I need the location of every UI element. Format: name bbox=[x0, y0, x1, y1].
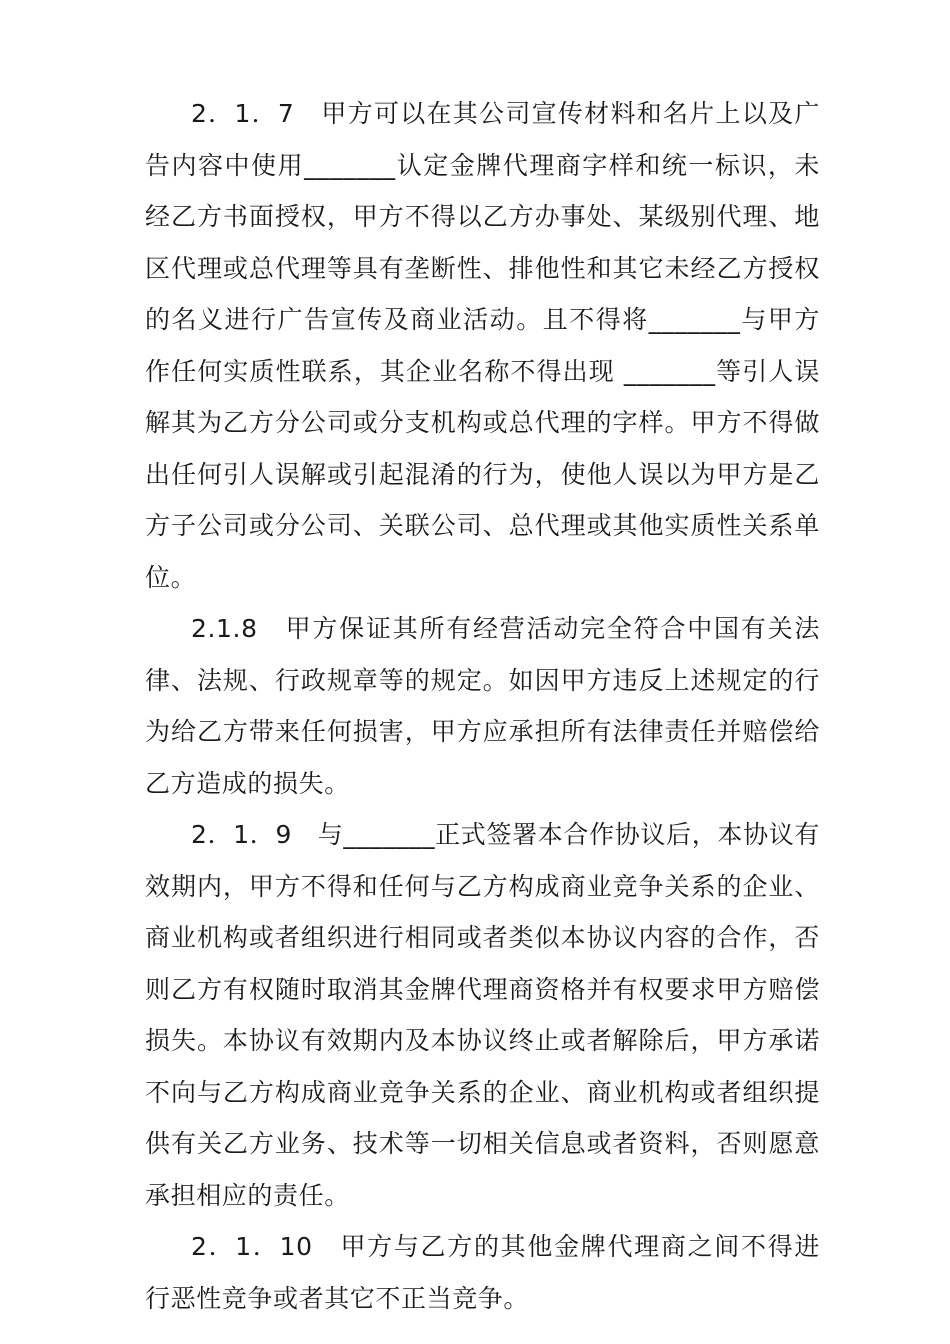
clause-2-1-7: 2．1．7 甲方可以在其公司宣传材料和名片上以及广告内容中使用_______认定金牌代理商字样和统一标识，未经乙方书面授权，甲方不得以乙方办事处、某级别代理、地区代理或总代理等具有垄断性、排他性和其它未经乙方授权的名义进行广告宣传及商业活动。且不得将_______与甲方作任何实质性联系，其企业名称不得出现 _______等引人误解其为乙方分公司或分支机构或总代理的字样。甲方不得做出任何引人误解或引起混淆的行为，使他人误以为甲方是乙方子公司或分公司、关联公司、总代理或其他实质性关系单位。 bbox=[145, 99, 820, 592]
document-body bbox=[145, 88, 820, 1324]
clause-2-1-10: 2．1．10 甲方与乙方的其他金牌代理商之间不得进行恶性竞争或者其它不正当竞争。 bbox=[145, 1232, 820, 1313]
clause-2-1-8: 2.1.8 甲方保证其所有经营活动完全符合中国有关法律、法规、行政规章等的规定。如因甲方违反上述规定的行为给乙方带来任何损害，甲方应承担所有法律责任并赔偿给乙方造成的损失。 bbox=[145, 614, 820, 798]
clause-2-1-9: 2．1．9 与_______正式签署本合作协议后，本协议有效期内，甲方不得和任何与乙方构成商业竞争关系的企业、商业机构或者组织进行相同或者类似本协议内容的合作，否则乙方有权随时取消其金牌代理商资格并有权要求甲方赔偿损失。本协议有效期内及本协议终止或者解除后，甲方承诺不向与乙方构成商业竞争关系的企业、商业机构或者组织提供有关乙方业务、技术等一切相关信息或者资料，否则愿意承担相应的责任。 bbox=[145, 820, 820, 1210]
